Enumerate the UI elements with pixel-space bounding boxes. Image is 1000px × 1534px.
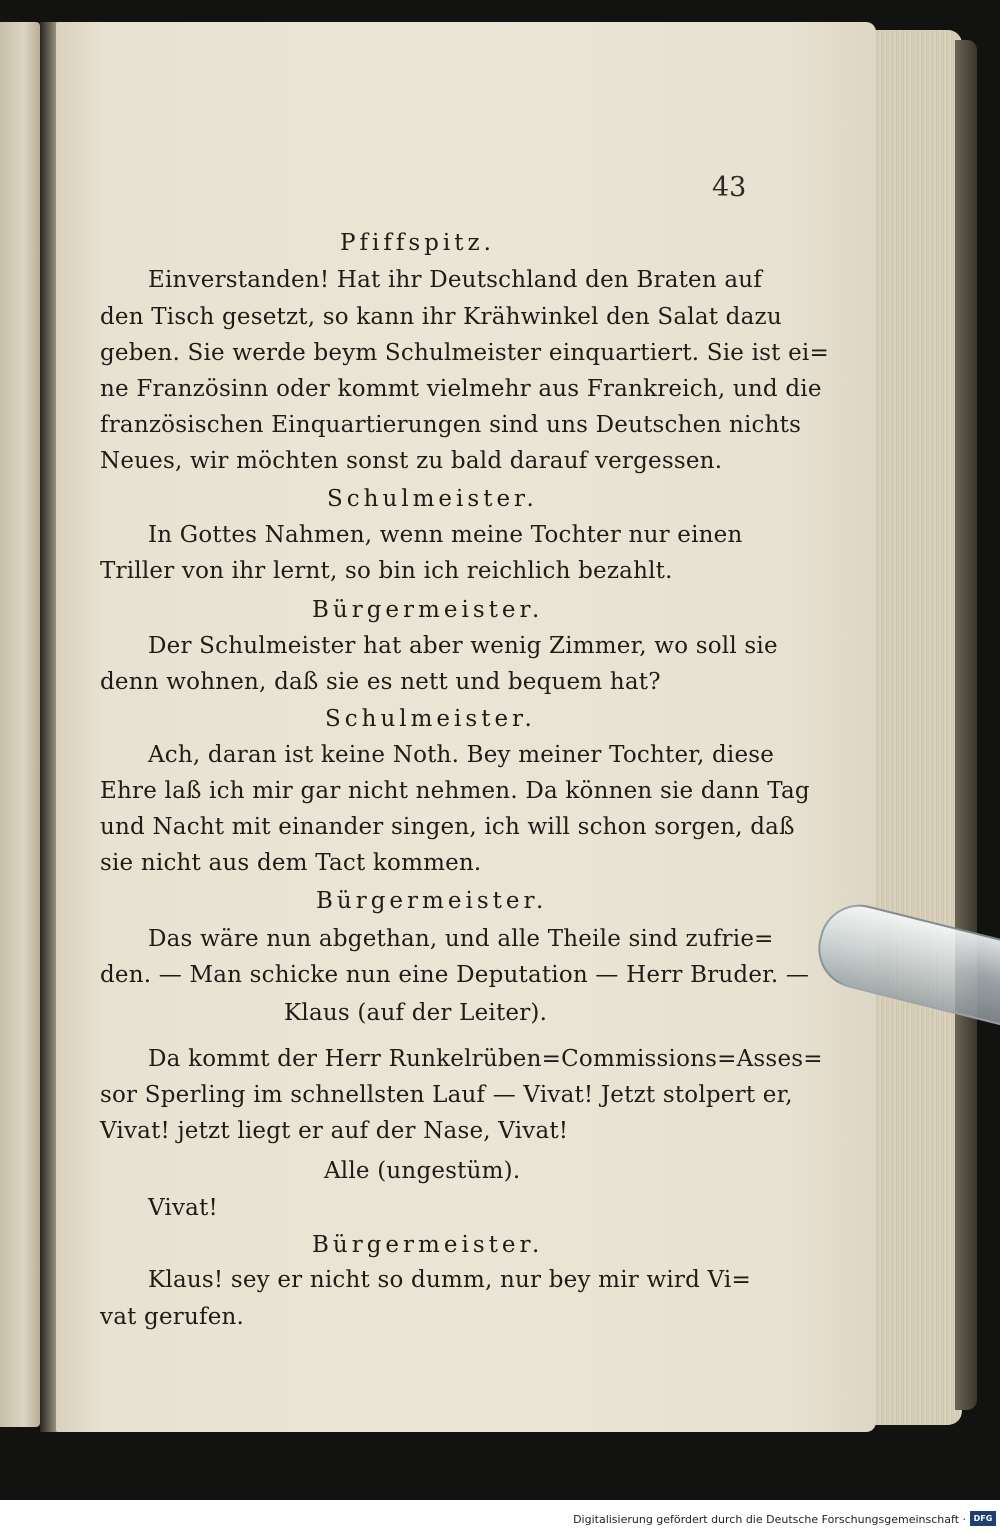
text-line: Ehre laß ich mir gar nicht nehmen. Da können sie dann Tag [100, 778, 810, 804]
text-line: In Gottes Nahmen, wenn meine Tochter nur einen [148, 522, 743, 548]
text-line: den Tisch gesetzt, so kann ihr Krähwinkel den Salat dazu [100, 304, 782, 330]
text-line: denn wohnen, daß sie es nett und bequem hat? [100, 669, 661, 695]
left-page-edge [0, 22, 40, 1427]
text-line: sor Sperling im schnellsten Lauf — Vivat! Jetzt stolpert er, [100, 1082, 793, 1108]
speaker-name: Klaus (auf der Leiter). [284, 1000, 548, 1026]
text-line: geben. Sie werde beym Schulmeister einquartiert. Sie ist ei= [100, 340, 829, 366]
text-line: Klaus! sey er nicht so dumm, nur bey mir wird Vi= [148, 1267, 751, 1293]
speaker-name: Bürgermeister. [312, 1232, 544, 1258]
speaker-name: Schulmeister. [327, 486, 538, 512]
text-line: Ach, daran ist keine Noth. Bey meiner Tochter, diese [148, 742, 775, 768]
speaker-name: Schulmeister. [325, 706, 536, 732]
speaker-name: Alle (ungestüm). [324, 1158, 521, 1184]
text-line: den. — Man schicke nun eine Deputation — Herr Bruder. — [100, 962, 810, 988]
text-line: Das wäre nun abgethan, und alle Theile sind zufrie= [148, 926, 774, 952]
speaker-name: Bürgermeister. [316, 888, 548, 914]
text-line: Da kommt der Herr Runkelrüben=Commissions=Asses= [148, 1046, 823, 1072]
text-line: sie nicht aus dem Tact kommen. [100, 850, 482, 876]
page-block-edges [872, 30, 962, 1425]
text-line: Vivat! jetzt liegt er auf der Nase, Vivat! [100, 1118, 569, 1144]
text-line: Vivat! [148, 1195, 218, 1221]
text-line: und Nacht mit einander singen, ich will schon sorgen, daß [100, 814, 795, 840]
speaker-name: Pfiffspitz. [340, 230, 495, 256]
text-line: vat gerufen. [100, 1304, 245, 1330]
speaker-name: Bürgermeister. [312, 597, 544, 623]
text-line: französischen Einquartierungen sind uns Deutschen nichts [100, 412, 802, 438]
text-line: Der Schulmeister hat aber wenig Zimmer, wo soll sie [148, 633, 778, 659]
footer-bar [0, 1500, 1000, 1534]
text-line: ne Französinn oder kommt vielmehr aus Frankreich, und die [100, 376, 822, 402]
digitization-credit: Digitalisierung gefördert durch die Deutsche Forschungsgemeinschaft · [573, 1513, 966, 1526]
text-line: Neues, wir möchten sonst zu bald darauf vergessen. [100, 448, 723, 474]
text-line: Triller von ihr lernt, so bin ich reichlich bezahlt. [100, 558, 673, 584]
book-cover-edge [955, 40, 977, 1410]
page-number: 43 [712, 172, 747, 203]
text-line: Einverstanden! Hat ihr Deutschland den Braten auf [148, 267, 763, 293]
dfg-logo-icon: DFG [970, 1511, 996, 1526]
